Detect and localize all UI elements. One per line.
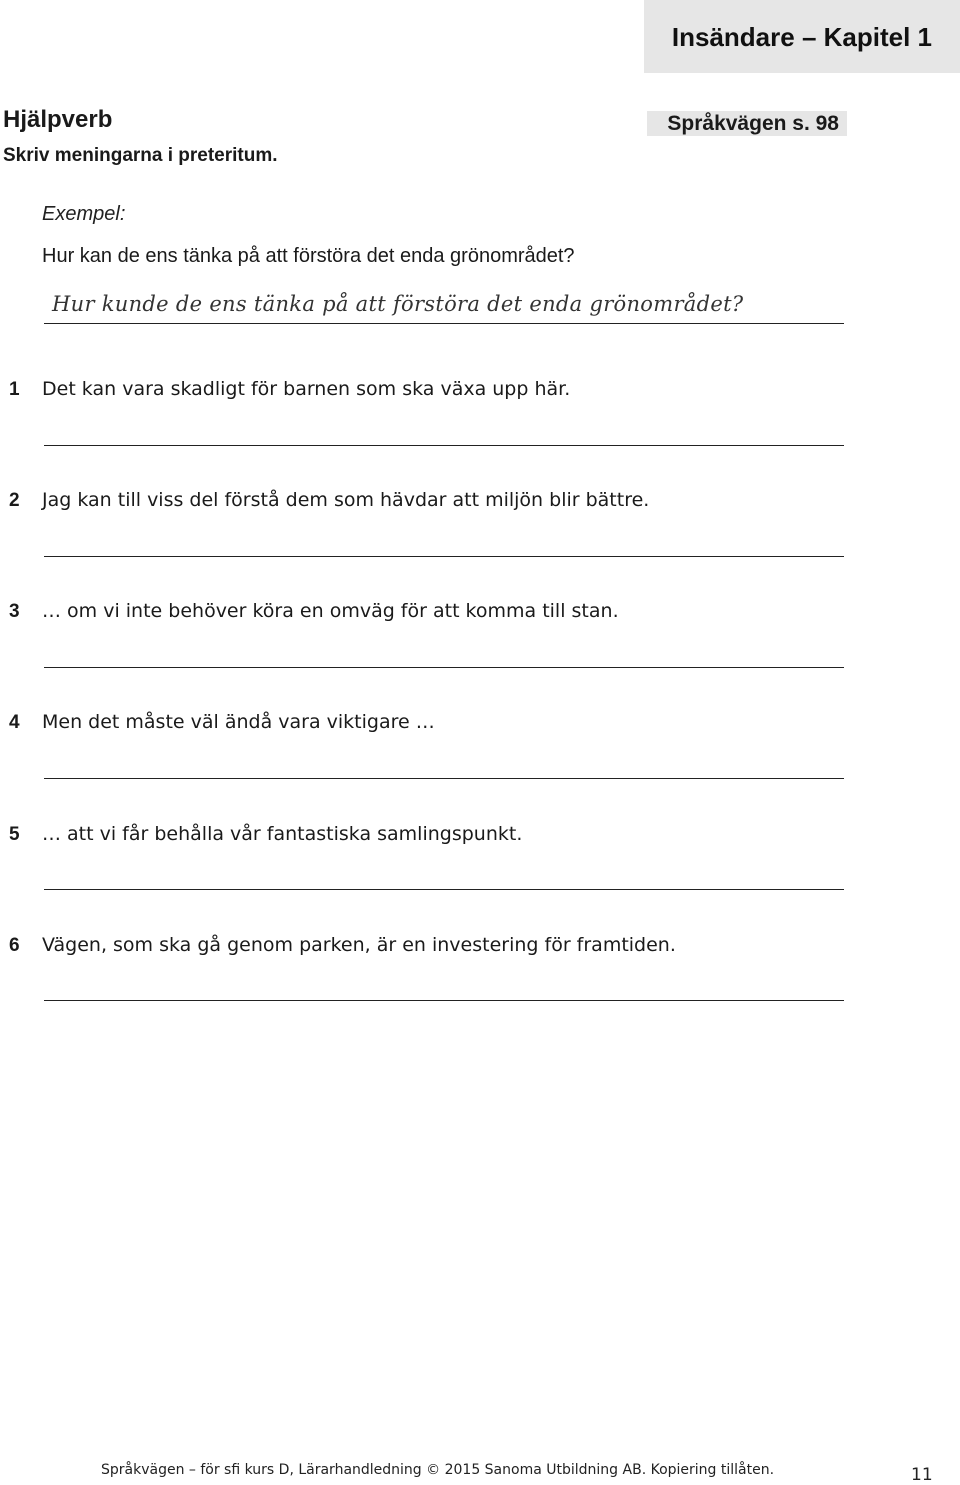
answer-line[interactable]	[44, 445, 844, 446]
example-label: Exempel:	[42, 203, 126, 225]
chapter-header-box	[644, 0, 960, 73]
item-sentence: … att vi får behålla vår fantastiska samlingspunkt.	[42, 823, 523, 845]
example-question: Hur kan de ens tänka på att förstöra det enda grönområdet?	[42, 245, 575, 267]
item-number: 2	[9, 490, 20, 511]
chapter-title: Insändare – Kapitel 1	[671, 22, 932, 52]
exercise-instruction: Skriv meningarna i preteritum.	[3, 145, 278, 166]
item-number: 4	[9, 712, 20, 733]
footer-copyright: Språkvägen – för sfi kurs D, Lärarhandledning © 2015 Sanoma Utbildning AB. Kopiering tillåten.	[101, 1462, 775, 1478]
item-sentence: … om vi inte behöver köra en omväg för att komma till stan.	[42, 600, 619, 622]
item-number: 3	[9, 601, 20, 622]
item-number: 1	[9, 379, 20, 400]
reference-box	[647, 111, 847, 136]
item-sentence: Vägen, som ska gå genom parken, är en investering för framtiden.	[42, 934, 676, 956]
example-answer-line	[44, 323, 844, 324]
section-heading: Hjälpverb	[3, 106, 113, 133]
example-answer: Hur kunde de ens tänka på att förstöra det enda grönområdet?	[52, 292, 744, 316]
item-number: 6	[9, 935, 20, 956]
answer-line[interactable]	[44, 889, 844, 890]
answer-line[interactable]	[44, 667, 844, 668]
answer-line[interactable]	[44, 1000, 844, 1001]
answer-line[interactable]	[44, 556, 844, 557]
answer-line[interactable]	[44, 778, 844, 779]
book-reference: Språkvägen s. 98	[667, 112, 839, 135]
item-sentence: Men det måste väl ändå vara viktigare …	[42, 711, 435, 733]
item-sentence: Jag kan till viss del förstå dem som hävdar att miljön blir bättre.	[42, 489, 650, 511]
item-number: 5	[9, 824, 20, 845]
item-sentence: Det kan vara skadligt för barnen som ska växa upp här.	[42, 378, 571, 400]
page-number: 11	[911, 1465, 933, 1485]
